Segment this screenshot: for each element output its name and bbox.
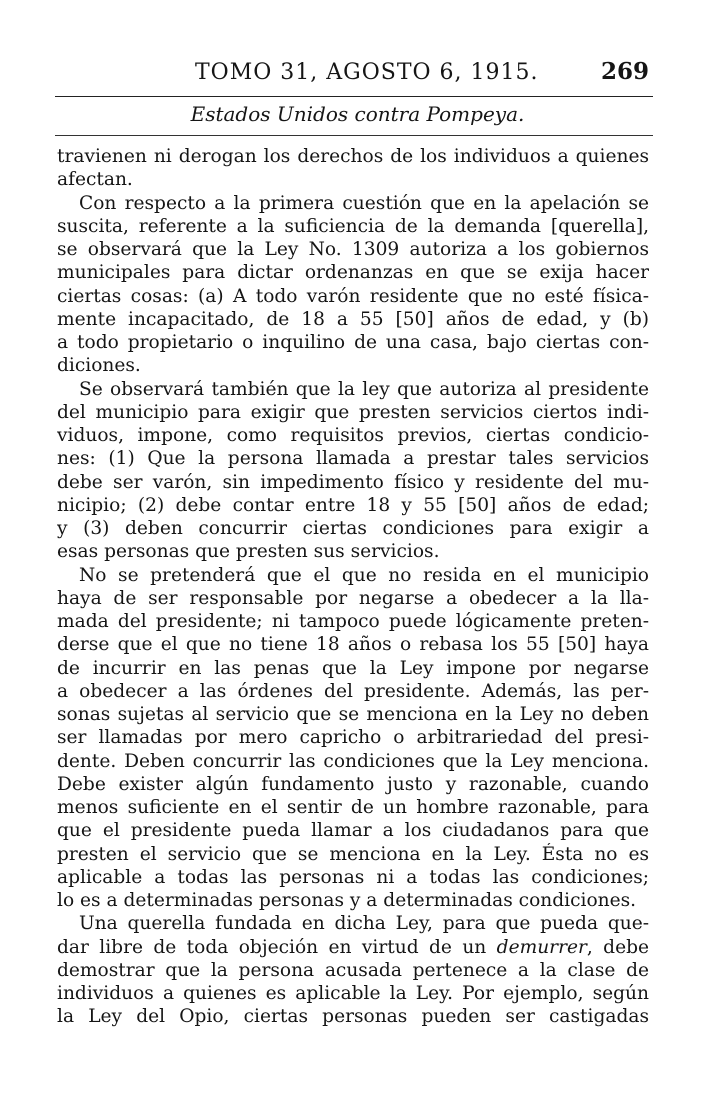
text-line: nicipio; (2) debe contar entre 18 y 55 [50] años de edad; <box>57 494 649 516</box>
text-line: derse que el que no tiene 18 años o rebasa los 55 [50] haya <box>57 634 649 656</box>
text-line: dente. Deben concurrir las condiciones que la Ley menciona. <box>57 750 649 772</box>
text-line: Debe exister algún fundamento justo y razonable, cuando <box>57 773 649 795</box>
text-line: afectan. <box>57 169 133 191</box>
text-line: dar libre de toda objeción en virtud de un demurrer, debe <box>57 936 649 958</box>
paragraph-start-line: No se pretenderá que el que no resida en el municipio <box>79 564 649 586</box>
text-line: que el presidente pueda llamar a los ciudadanos para que <box>57 820 649 842</box>
text-line: y (3) deben concurrir ciertas condiciones para exigir a <box>57 518 649 539</box>
title-rule <box>55 135 653 136</box>
text-line: sonas sujetas al servicio que se menciona en la Ley no deben <box>57 704 649 725</box>
text-line: menos suficiente en el sentir de un hombre razonable, para <box>57 797 649 818</box>
text-line: lo es a determinadas personas y a determinadas condiciones. <box>57 890 637 911</box>
text-line: mada del presidente; ni tampoco puede lógicamente preten- <box>57 611 649 632</box>
paragraph-start-line: Con respecto a la primera cuestión que en la apelación se <box>79 192 649 214</box>
text-line: mente incapacitado, de 18 a 55 [50] años de edad, y (b) <box>57 308 649 330</box>
text-line: del municipio para exigir que presten servicios ciertos indi- <box>57 401 649 423</box>
text-line: haya de ser responsable por negarse a obedecer a la lla- <box>57 587 649 609</box>
text-line: aplicable a todas las personas ni a todas las condiciones; <box>57 866 649 888</box>
text-line: de incurrir en las penas que la Ley impone por negarse <box>57 657 649 679</box>
header-rule <box>55 96 653 97</box>
text-line: nes: (1) Que la persona llamada a prestar tales servicios <box>57 448 649 470</box>
running-head: TOMO 31, AGOSTO 6, 1915. <box>195 60 539 85</box>
text-line: diciones. <box>57 355 141 377</box>
italic-term: demurrer <box>496 936 587 958</box>
text-line: suscita, referente a la suficiencia de la demanda [querella], <box>57 215 649 237</box>
case-title: Estados Unidos contra Pompeya. <box>190 102 525 126</box>
text-line: esas personas que presten sus servicios. <box>57 541 440 563</box>
text-line: se observará que la Ley No. 1309 autoriza a los gobiernos <box>57 239 649 260</box>
text-line: travienen ni derogan los derechos de los individuos a quienes <box>57 146 649 167</box>
text-line: debe ser varón, sin impedimento físico y residente del mu- <box>57 471 649 493</box>
text-line: a obedecer a las órdenes del presidente. Además, las per- <box>57 680 649 702</box>
body-text <box>57 145 649 1029</box>
text-line: presten el servicio que se menciona en la Ley. Ésta no es <box>57 843 649 865</box>
text-line: la Ley del Opio, ciertas personas pueden ser castigadas <box>57 1006 649 1028</box>
text-line: ser llamadas por mero capricho o arbitrariedad del presi- <box>57 727 649 749</box>
paragraph-start-line: Una querella fundada en dicha Ley, para que pueda que- <box>79 913 649 935</box>
text-line: viduos, impone, como requisitos previos, ciertas condicio- <box>57 425 649 446</box>
text-line: a todo propietario o inquilino de una casa, bajo ciertas con- <box>57 332 649 353</box>
paragraph-start-line: Se observará también que la ley que autoriza al presidente <box>79 378 649 400</box>
text-line: individuos a quienes es aplicable la Ley. Por ejemplo, según <box>57 983 649 1004</box>
text-line: demostrar que la persona acusada pertenece a la clase de <box>57 959 649 981</box>
text-line: municipales para dictar ordenanzas en que se exija hacer <box>57 262 649 284</box>
page-number: 269 <box>600 58 649 85</box>
text-line: ciertas cosas: (a) A todo varón residente que no esté física- <box>57 285 649 307</box>
